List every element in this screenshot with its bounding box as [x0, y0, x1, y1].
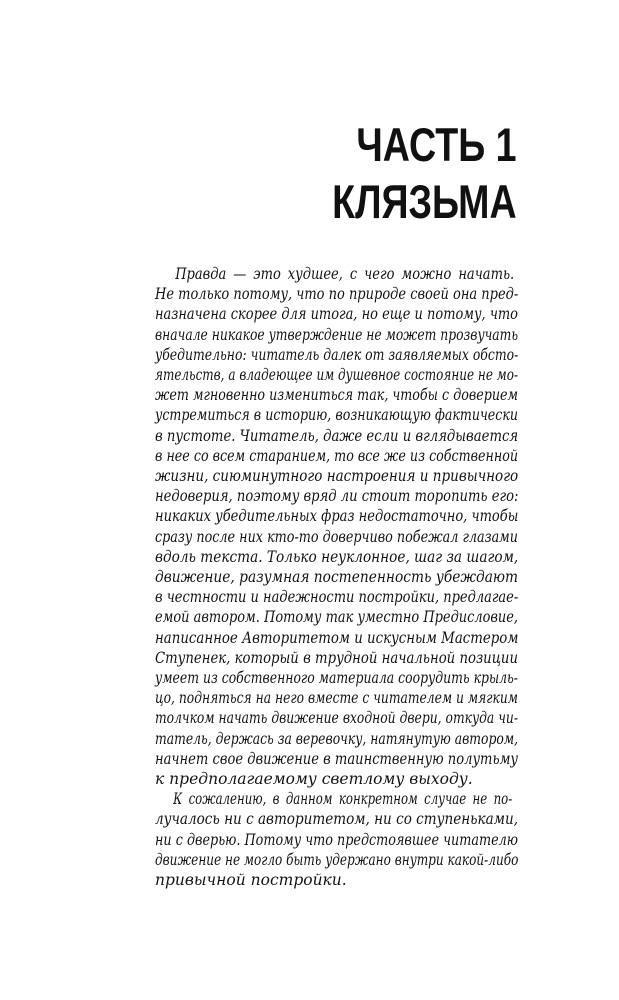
- text-line: движение не могло быть удержано внутри какой-либо: [155, 850, 519, 869]
- text-line: начнет свое движение в таинственную полутьму: [155, 749, 519, 768]
- text-line: сразу после них кто-то доверчиво побежал глазами: [155, 527, 518, 546]
- heading-part-number: ЧАСТЬ 1: [356, 118, 517, 171]
- text-line: ятельств, а владеющее им душевное состояние не мо-: [155, 366, 519, 385]
- text-line: лучалось ни с авторитетом, ни со ступеньками,: [155, 810, 519, 829]
- text-line: емой автором. Потому так уместно Предисловие,: [155, 608, 519, 627]
- text-line: татель, держась за веревочку, натянутую автором,: [155, 729, 519, 748]
- body-text: [155, 264, 518, 890]
- text-line: К сожалению, в данном конкретном случае не по-: [173, 790, 513, 809]
- heading-chapter-title: КЛЯЗЬМА: [332, 175, 517, 228]
- paragraph-2: [155, 789, 518, 890]
- text-line: устремиться в историю, возникающую фактически: [155, 406, 518, 425]
- text-line: движение, разумная постепенность убеждают: [155, 568, 519, 587]
- text-line: Ступенек, который в трудной начальной позиции: [155, 648, 518, 667]
- text-line: к предполагаемому светлому выходу.: [155, 770, 473, 789]
- text-line: цо, подняться на него вместе с читателем и мягким: [155, 689, 518, 708]
- text-line: умеет из собственного материала соорудить крыль-: [155, 669, 518, 688]
- text-line: вдоль текста. Только неуклонное, шаг за шагом,: [155, 547, 519, 566]
- text-line: в пустоте. Читатель, даже если и вглядывается: [155, 426, 519, 445]
- text-line: толчком начать движение входной двери, откуда чи-: [155, 709, 518, 728]
- text-line: жизни, сиюминутного настроения и привычного: [155, 467, 519, 486]
- text-line: ни с дверью. Потому что предстоявшее читателю: [155, 830, 518, 849]
- text-line: назначена скорее для итога, но еще и потому, что: [155, 305, 518, 324]
- paragraph-1: [155, 264, 518, 789]
- text-line: никаких убедительных фраз недостаточно, чтобы: [155, 507, 519, 526]
- text-line: в честности и надежности постройки, предлагае-: [155, 588, 519, 607]
- text-line: привычной постройки.: [155, 871, 347, 890]
- text-line: Не только потому, что по природе своей она пред-: [155, 285, 519, 304]
- text-line: убедительно: читатель далек от заявляемых обсто-: [155, 345, 519, 364]
- text-line: вначале никакое утверждение не может прозвучать: [155, 325, 519, 344]
- text-line: Правда — это худшее, с чего можно начать.: [175, 265, 515, 283]
- chapter-heading: [333, 116, 517, 230]
- text-line: недоверия, поэтому вряд ли стоит торопить его:: [155, 487, 519, 506]
- text-line: в нее со всем старанием, то все же из собственной: [155, 446, 519, 465]
- text-line: жет мгновенно измениться так, чтобы с доверием: [155, 386, 519, 405]
- text-line: написанное Авторитетом и искусным Мастером: [155, 628, 519, 647]
